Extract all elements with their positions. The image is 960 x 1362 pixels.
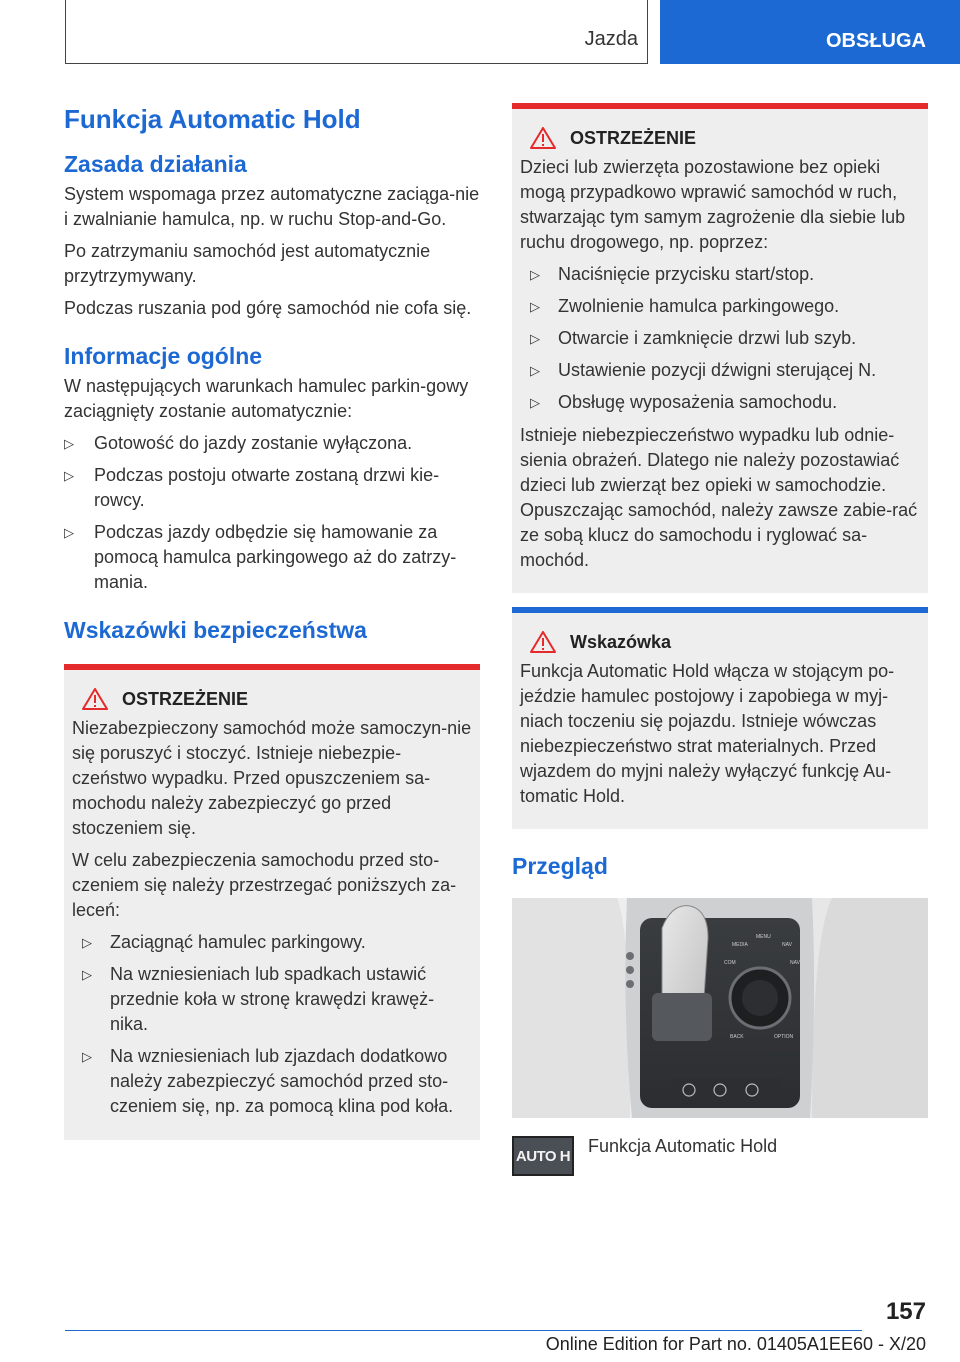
list-item: ▷ Otwarcie i zamknięcie drzwi lub szyb. xyxy=(520,326,920,351)
warning-text: Dzieci lub zwierzęta pozostawione bez opieki mogą przypadkowo wprawić samochód w ruch, stwarzając tym samym zagrożenie dla siebie lub ruchu drogowego, np. poprzez: xyxy=(520,157,906,252)
overview-heading: Przegląd xyxy=(512,853,608,879)
right-column xyxy=(512,103,928,1176)
header-chapter-label: OBSŁUGA xyxy=(826,29,926,52)
caption-row xyxy=(512,1136,928,1176)
safety-heading: Wskazówki bezpieczeństwa xyxy=(64,617,367,643)
list-item: ▷ Na wzniesieniach lub zjazdach dodatkowo należy zabezpieczyć samochód przed sto-czeniem się, np. za pomocą klina pod koła. xyxy=(72,1044,472,1119)
list-item: ▷ Gotowość do jazdy zostanie wyłączona. xyxy=(64,431,480,456)
list-item: ▷ Na wzniesieniach lub spadkach ustawić przednie koła w stronę krawędzi krawęż-nika. xyxy=(72,962,472,1037)
page-title: Funkcja Automatic Hold xyxy=(64,104,361,134)
general-list xyxy=(64,431,480,595)
photo-label: COM xyxy=(724,960,736,966)
warning-text: W celu zabezpieczenia samochodu przed sto-czeniem się należy przestrzegać poniższych za-leceń: xyxy=(72,850,457,920)
footer-edition: Online Edition for Part no. 01405A1EE60 - X/20 xyxy=(545,1334,926,1354)
list-item: ▷ Zaciągnąć hamulec parkingowy. xyxy=(72,930,472,955)
page-number: 157 xyxy=(885,1298,926,1325)
note-box xyxy=(512,607,928,829)
general-heading: Informacje ogólne xyxy=(64,343,263,369)
auto-hold-label: AUTO H xyxy=(515,1147,571,1165)
section-general xyxy=(64,343,480,595)
photo-label: NAV xyxy=(790,960,800,966)
list-item: ▷ Naciśnięcie przycisku start/stop. xyxy=(520,262,920,287)
warning-text: Istnieje niebezpieczeństwo wypadku lub odnie-sienia obrażeń. Dlatego nie należy pozostawiać dzieci lub zwierząt bez opieki w samochodzie. Opuszczając samochód, należy zawsze zabie-rać ze sobą klucz do samochodu i ryglować sa-mochód. xyxy=(520,425,918,570)
footer-divider xyxy=(65,1330,862,1331)
center-console-illustration xyxy=(512,898,928,1118)
principle-paragraph: System wspomaga przez automatyczne zaciąga-nie i zwalnianie hamulca, np. w ruchu Stop-and-Go. xyxy=(64,184,480,229)
warning-title: OSTRZEŻENIE xyxy=(122,688,249,709)
list-item: ▷ Ustawienie pozycji dźwigni sterującej N. xyxy=(520,358,920,383)
auto-hold-caption: Funkcja Automatic Hold xyxy=(588,1136,778,1156)
left-column xyxy=(64,100,480,1154)
warning-box xyxy=(64,664,480,1140)
warning-title: OSTRZEŻENIE xyxy=(570,127,697,148)
section-principle xyxy=(64,151,480,321)
list-item: ▷ Obsługę wyposażenia samochodu. xyxy=(520,390,920,415)
auto-hold-button-icon xyxy=(512,1136,574,1176)
warning-triangle-icon xyxy=(530,127,556,149)
warning-list xyxy=(520,262,920,415)
photo-label: NAV xyxy=(782,942,792,948)
list-item: ▷ Podczas jazdy odbędzie się hamowanie za pomocą hamulca parkingowego aż do zatrzy-mania. xyxy=(64,520,480,595)
note-title-row xyxy=(520,631,920,653)
section-safety xyxy=(64,617,480,1140)
header-frame xyxy=(65,0,648,64)
principle-heading: Zasada działania xyxy=(64,151,247,177)
warning-box xyxy=(512,103,928,593)
photo-label: MENU xyxy=(756,934,771,940)
warning-title-row xyxy=(72,688,472,710)
header-chapter-tab xyxy=(660,0,960,64)
warning-list xyxy=(72,930,472,1119)
list-item: ▷ Zwolnienie hamulca parkingowego. xyxy=(520,294,920,319)
warning-triangle-icon xyxy=(82,688,108,710)
warning-triangle-icon xyxy=(530,631,556,653)
note-title: Wskazówka xyxy=(570,631,672,652)
center-console-photo xyxy=(512,898,928,1118)
list-item: ▷ Podczas postoju otwarte zostaną drzwi kie-rowcy. xyxy=(64,463,480,513)
general-intro: W następujących warunkach hamulec parkin-gowy zaciągnięty zostanie automatycznie: xyxy=(64,376,469,421)
principle-paragraph: Po zatrzymaniu samochód jest automatycznie przytrzymywany. xyxy=(64,241,431,286)
warning-title-row xyxy=(520,127,920,149)
header-section-title: Jazda xyxy=(584,28,638,50)
photo-label: BACK xyxy=(730,1034,744,1040)
note-text: Funkcja Automatic Hold włącza w stojącym po-jeździe hamulec postojowy i zapobiega w myj-niach toczeniu się pojazdu. Istnieje wówczas niebezpieczeństwo strat materialnych. Przed wjazdem do myjni należy wyłączyć funkcję Au-tomatic Hold. xyxy=(520,661,895,806)
warning-text: Niezabezpieczony samochód może samoczyn-nie się poruszyć i stoczyć. Istnieje niebezpie-czeństwo wypadku. Przed opuszczeniem sa-mochodu należy zabezpieczyć go przed stoczeniem się. xyxy=(72,718,472,838)
photo-label: MEDIA xyxy=(732,942,748,948)
photo-label: OPTION xyxy=(774,1034,794,1040)
principle-paragraph: Podczas ruszania pod górę samochód nie cofa się. xyxy=(64,298,472,318)
